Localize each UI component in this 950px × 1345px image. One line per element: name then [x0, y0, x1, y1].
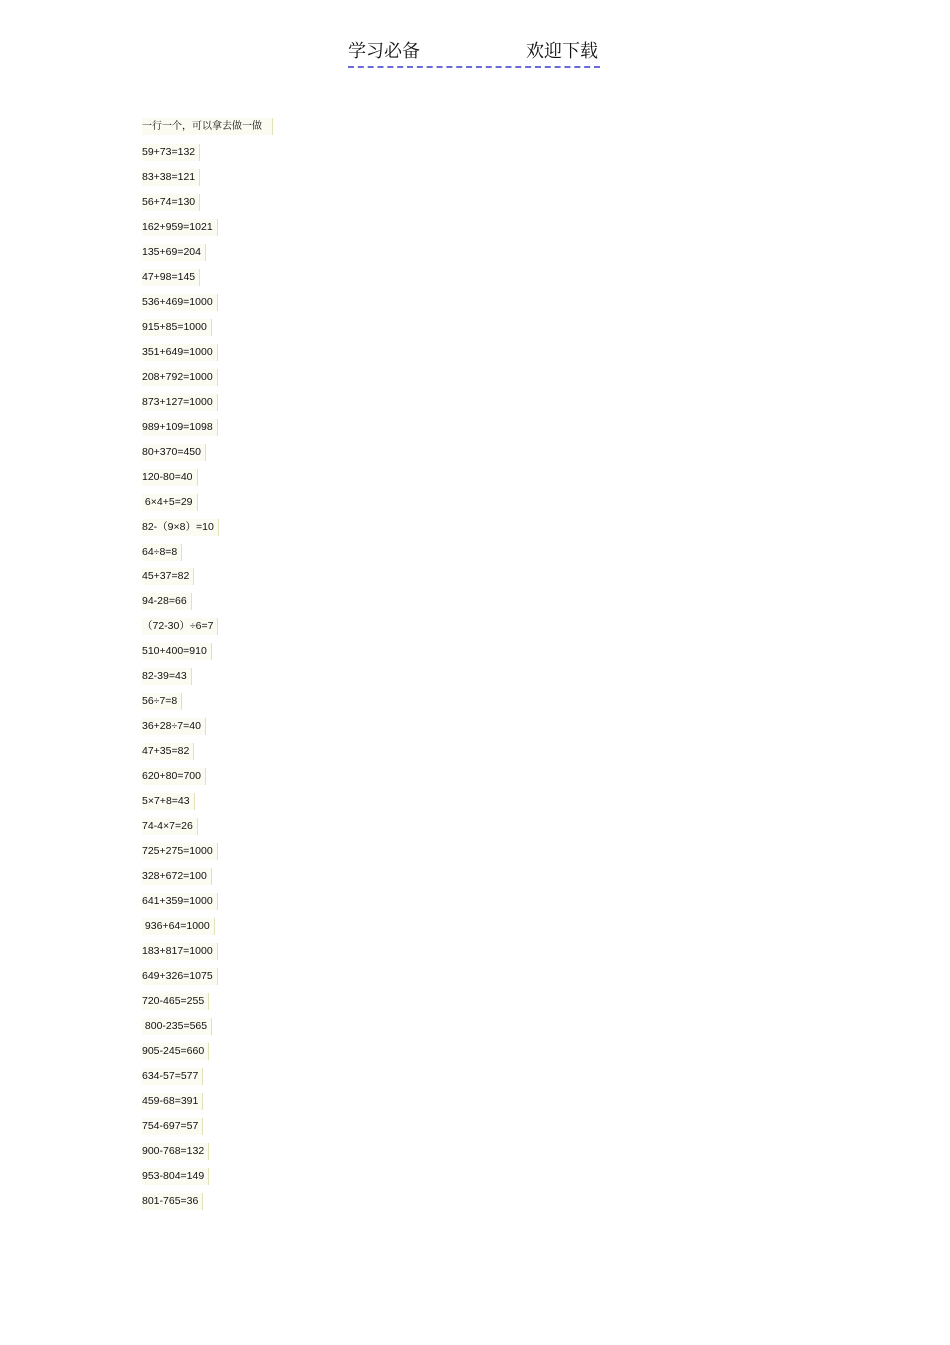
exercise-line: 82-39=43 — [142, 668, 192, 685]
exercise-line: 649+326=1075 — [142, 968, 218, 985]
exercise-line: 120-80=40 — [142, 469, 198, 486]
header-left-text: 学习必备 — [348, 41, 420, 62]
exercise-line: 351+649=1000 — [142, 344, 218, 361]
exercise-line: 135+69=204 — [142, 244, 206, 261]
exercise-line: 80+370=450 — [142, 444, 206, 461]
exercise-line: 725+275=1000 — [142, 843, 218, 860]
exercise-line: 634-57=577 — [142, 1068, 203, 1085]
page-header — [348, 40, 600, 68]
exercise-line: 5×7+8=43 — [142, 793, 195, 810]
exercise-line: 183+817=1000 — [142, 943, 218, 960]
exercise-line: 162+959=1021 — [142, 219, 218, 236]
exercise-line: 64÷8=8 — [142, 544, 182, 561]
exercise-line: 56+74=130 — [142, 194, 200, 211]
exercise-line: 801-765=36 — [142, 1193, 203, 1210]
exercise-line: 208+792=1000 — [142, 369, 218, 386]
exercise-line: 989+109=1098 — [142, 419, 218, 436]
exercise-line: 328+672=100 — [142, 868, 212, 885]
exercise-line: 873+127=1000 — [142, 394, 218, 411]
exercise-line: 45+37=82 — [142, 568, 194, 585]
header-right-text: 欢迎下载 — [526, 41, 598, 62]
exercise-line: 83+38=121 — [142, 169, 200, 186]
exercise-line: 94-28=66 — [142, 593, 192, 610]
exercise-line: 47+98=145 — [142, 269, 200, 286]
intro-line: 一行一个，可以拿去做一做 — [142, 118, 273, 135]
exercise-line: 754-697=57 — [142, 1118, 203, 1135]
exercise-line: 953-804=149 — [142, 1168, 209, 1185]
exercise-line: 459-68=391 — [142, 1093, 203, 1110]
exercise-line: 800-235=565 — [142, 1018, 212, 1035]
exercise-line: 720-465=255 — [142, 993, 209, 1010]
exercise-line: 620+80=700 — [142, 768, 206, 785]
exercise-line: 6×4+5=29 — [142, 494, 198, 511]
exercise-line: 47+35=82 — [142, 743, 194, 760]
exercise-line: 641+359=1000 — [142, 893, 218, 910]
exercise-line: 510+400=910 — [142, 643, 212, 660]
exercise-line: 900-768=132 — [142, 1143, 209, 1160]
exercise-line: 905-245=660 — [142, 1043, 209, 1060]
exercise-line: 936+64=1000 — [142, 918, 215, 935]
exercise-line: （72-30）÷6=7 — [142, 618, 218, 635]
exercise-line: 36+28÷7=40 — [142, 718, 206, 735]
exercise-line: 56÷7=8 — [142, 693, 182, 710]
exercise-line: 59+73=132 — [142, 144, 200, 161]
exercise-line: 82-（9×8）=10 — [142, 519, 219, 536]
exercise-line: 536+469=1000 — [142, 294, 218, 311]
exercise-line: 915+85=1000 — [142, 319, 212, 336]
exercise-line: 74-4×7=26 — [142, 818, 198, 835]
